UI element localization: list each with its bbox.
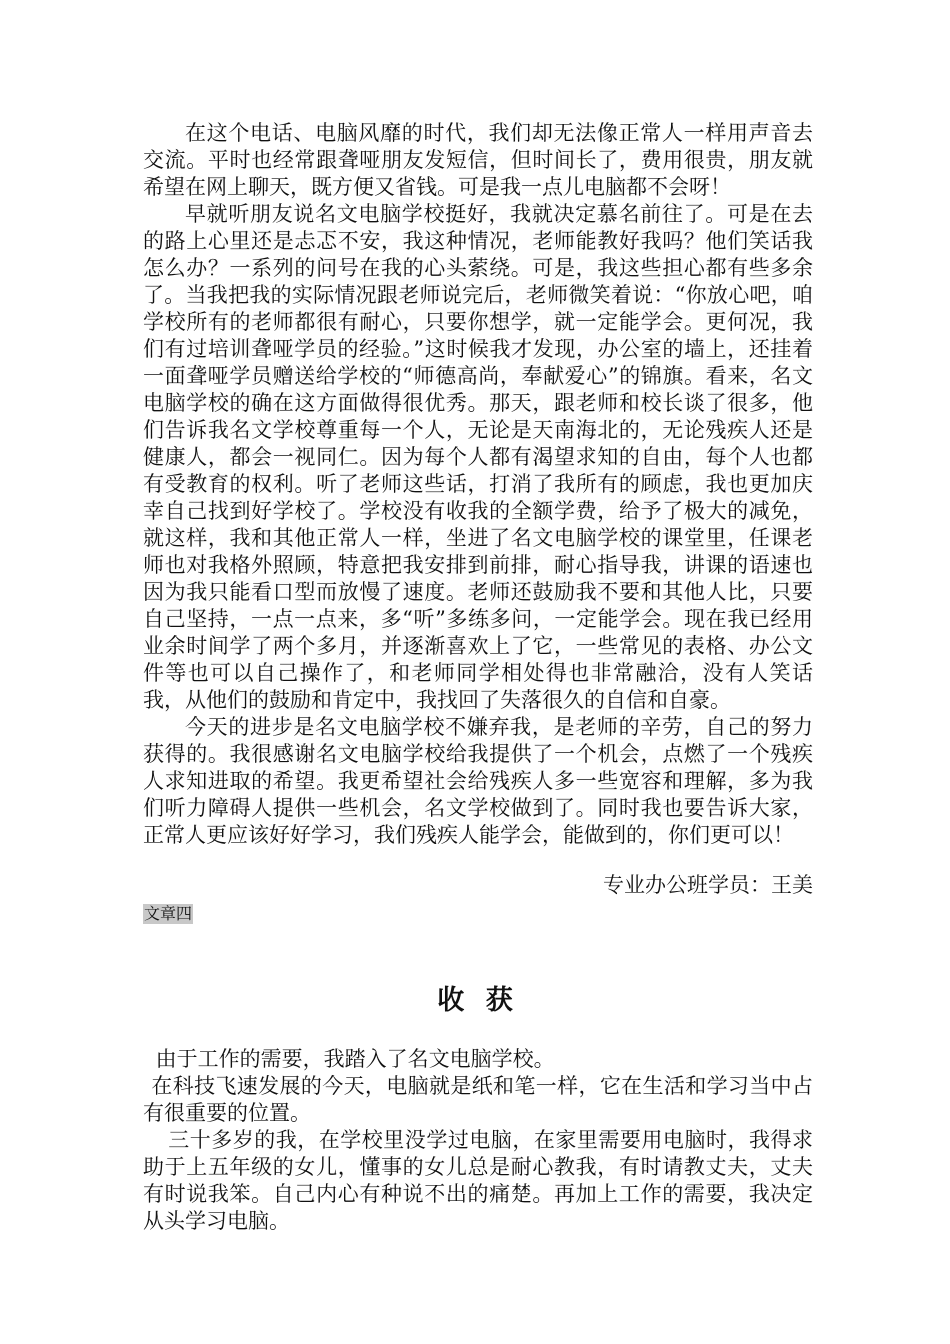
article4-paragraph-3: 三十多岁的我，在学校里没学过电脑，在家里需要用电脑时，我得求助于上五年级的女儿，懂事的女儿总是耐心教我，有时请教丈夫，丈夫有时说我笨。自己内心有种说不出的痛楚。再加上工作的需要，我决定从头学习电脑。: [143, 1128, 813, 1233]
article4-body: [143, 1046, 813, 1235]
article3-paragraph-1: 在这个电话、电脑风靡的时代，我们却无法像正常人一样用声音去交流。平时也经常跟聋哑朋友发短信，但时间长了，费用很贵，朋友就希望在网上聊天，既方便又省钱。可是我一点儿电脑都不会呀！: [143, 121, 813, 199]
article3-paragraph-3: 今天的进步是名文电脑学校不嫌弃我，是老师的辛劳，自己的努力获得的。我很感谢名文电脑学校给我提供了一个机会，点燃了一个残疾人求知进取的希望。我更希望社会给残疾人多一些宽容和理解，多为我们听力障碍人提供一些机会，名文学校做到了。同时我也要告诉大家，正常人更应该好好学习，我们残疾人能学会，能做到的，你们更可以！: [143, 715, 813, 847]
document-page: [143, 120, 813, 1235]
article3-signature: 专业办公班学员：王美: [603, 873, 813, 897]
article4-paragraph-2: 在科技飞速发展的今天，电脑就是纸和笔一样，它在生活和学习当中占有很重要的位置。: [143, 1074, 813, 1125]
article4-title: 收 获: [437, 985, 519, 1016]
article3-paragraph-2: 早就听朋友说名文电脑学校挺好，我就决定慕名前往了。可是在去的路上心里还是忐忑不安，我这种情况，老师能教好我吗？他们笑话我怎么办？一系列的问号在我的心头萦绕。可是，我这些担心都有些多余了。当我把我的实际情况跟老师说完后，老师微笑着说：“你放心吧，咱学校所有的老师都很有耐心，只要你想学，就一定能学会。更何况，我们有过培训聋哑学员的经验。”这时候我才发现，办公室的墙上，还挂着一面聋哑学员赠送给学校的“师德高尚，奉献爱心”的锦旗。看来，名文电脑学校的确在这方面做得很优秀。那天，跟老师和校长谈了很多，他们告诉我名文学校尊重每一个人，无论是天南海北的，无论残疾人还是健康人，都会一视同仁。因为每个人都有渴望求知的自由，每个人也都有受教育的权利。听了老师这些话，打消了我所有的顾虑，我也更加庆幸自己找到好学校了。学校没有收我的全额学费，给予了极大的减免，就这样，我和其他正常人一样，坐进了名文电脑学校的课堂里，任课老师也对我格外照顾，特意把我安排到前排，耐心指导我，讲课的语速也因为我只能看口型而放慢了速度。老师还鼓励我不要和其他人比，只要自己坚持，一点一点来，多“听”多练多问，一定能学会。现在我已经用业余时间学了两个多月，并逐渐喜欢上了它，一些常见的表格、办公文件等也可以自己操作了，和老师同学相处得也非常融洽，没有人笑话我，从他们的鼓励和肯定中，我找回了失落很久的自信和自豪。: [143, 202, 813, 712]
article4-paragraph-1: 由于工作的需要，我踏入了名文电脑学校。: [155, 1047, 555, 1071]
article4-tag: 文章四: [144, 904, 193, 923]
